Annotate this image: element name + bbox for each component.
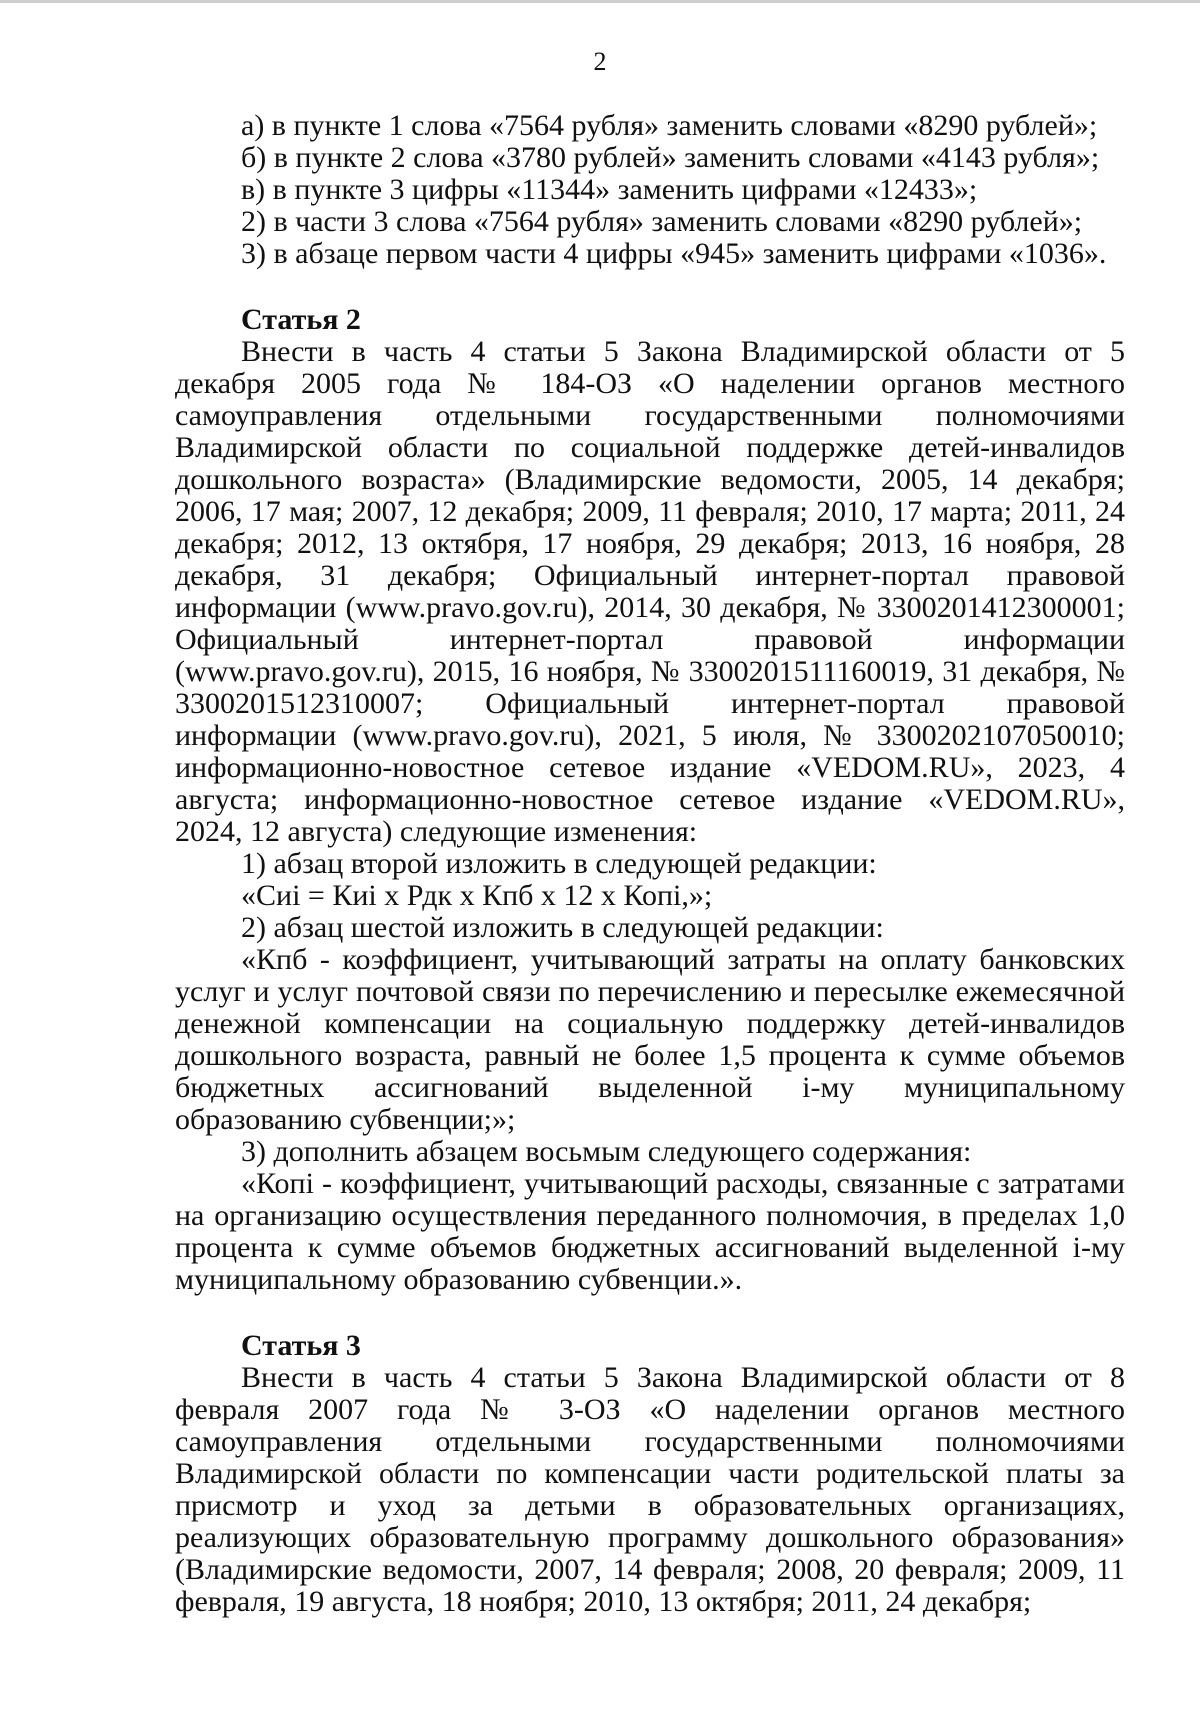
article-2-formula: «Сиі = Киі х Рдк х Кпб х 12 х Копі,»; — [241, 879, 713, 912]
page-number: 2 — [593, 47, 607, 76]
intro-item-a: а) в пункте 1 слова «7564 рубля» заменить словами «8290 рублей»; — [241, 109, 1098, 142]
article-2-title: Статья 2 — [241, 303, 361, 336]
article-2-paragraph-3: 2) абзац шестой изложить в следующей редакции: — [241, 911, 884, 944]
article-3-title: Статья 3 — [241, 1329, 361, 1362]
intro-item-c: в) в пункте 3 цифры «11344» заменить цифрами «12433»; — [241, 173, 978, 206]
document-body — [175, 110, 1125, 1618]
article-3-paragraph-1: Внести в часть 4 статьи 5 Закона Владимирской области от 8 февраля 2007 года № 3-ОЗ «О наделении органов местного самоуправления отдельными государственными полномочиями Владимирской области по компенсации части родительской платы за присмотр и уход за детьми в образовательных организациях, реализующих образовательную программу дошкольного образования» (Владимирские ведомости, 2007, 14 февраля; 2008, 20 февраля; 2009, 11 февраля, 19 августа, 18 ноября; 2010, 13 октября; 2011, 24 декабря; — [175, 1361, 1125, 1618]
article-2-paragraph-4: «Кпб - коэффициент, учитывающий затраты на оплату банковских услуг и услуг почтовой связи по перечислению и пересылке ежемесячной денежной компенсации на социальную поддержку детей-инвалидов дошкольного возраста, равный не более 1,5 процента к сумме объемов бюджетных ассигнований выделенной і-му муниципальному образованию субвенции;»; — [175, 943, 1125, 1136]
article-2-paragraph-6: «Копі - коэффициент, учитывающий расходы, связанные с затратами на организацию осуществления переданного полномочия, в пределах 1,0 процента к сумме объемов бюджетных ассигнований выделенной і-му муниципальному образованию субвенции.». — [175, 1167, 1125, 1296]
article-2-paragraph-2: 1) абзац второй изложить в следующей редакции: — [241, 847, 877, 880]
article-2-paragraph-5: 3) дополнить абзацем восьмым следующего содержания: — [241, 1135, 972, 1168]
intro-item-2: 2) в части 3 слова «7564 рубля» заменить словами «8290 рублей»; — [241, 205, 1083, 238]
intro-item-3: 3) в абзаце первом части 4 цифры «945» заменить цифрами «1036». — [241, 237, 1107, 270]
scan-top-edge — [0, 0, 1200, 3]
article-2-paragraph-1: Внести в часть 4 статьи 5 Закона Владимирской области от 5 декабря 2005 года № 184-ОЗ «О наделении органов местного самоуправления отдельными государственными полномочиями Владимирской области по социальной поддержке детей-инвалидов дошкольного возраста» (Владимирские ведомости, 2005, 14 декабря; 2006, 17 мая; 2007, 12 декабря; 2009, 11 февраля; 2010, 17 марта; 2011, 24 декабря; 2012, 13 октября, 17 ноября, 29 декабря; 2013, 16 ноября, 28 декабря, 31 декабря; Официальный интернет-портал правовой информации (www.pravo.gov.ru), 2014, 30 декабря, № 3300201412300001; Официальный интернет-портал правовой информации (www.pravo.gov.ru), 2015, 16 ноября, № 3300201511160019, 31 декабря, № 3300201512310007; Официальный интернет-портал правовой информации (www.pravo.gov.ru), 2021, 5 июля, № 3300202107050010; информационно-новостное сетевое издание «VEDOM.RU», 2023, 4 августа; информационно-новостное сетевое издание «VEDOM.RU», 2024, 12 августа) следующие изменения: — [175, 335, 1125, 848]
intro-item-b: б) в пункте 2 слова «3780 рублей» заменить словами «4143 рубля»; — [241, 141, 1100, 174]
